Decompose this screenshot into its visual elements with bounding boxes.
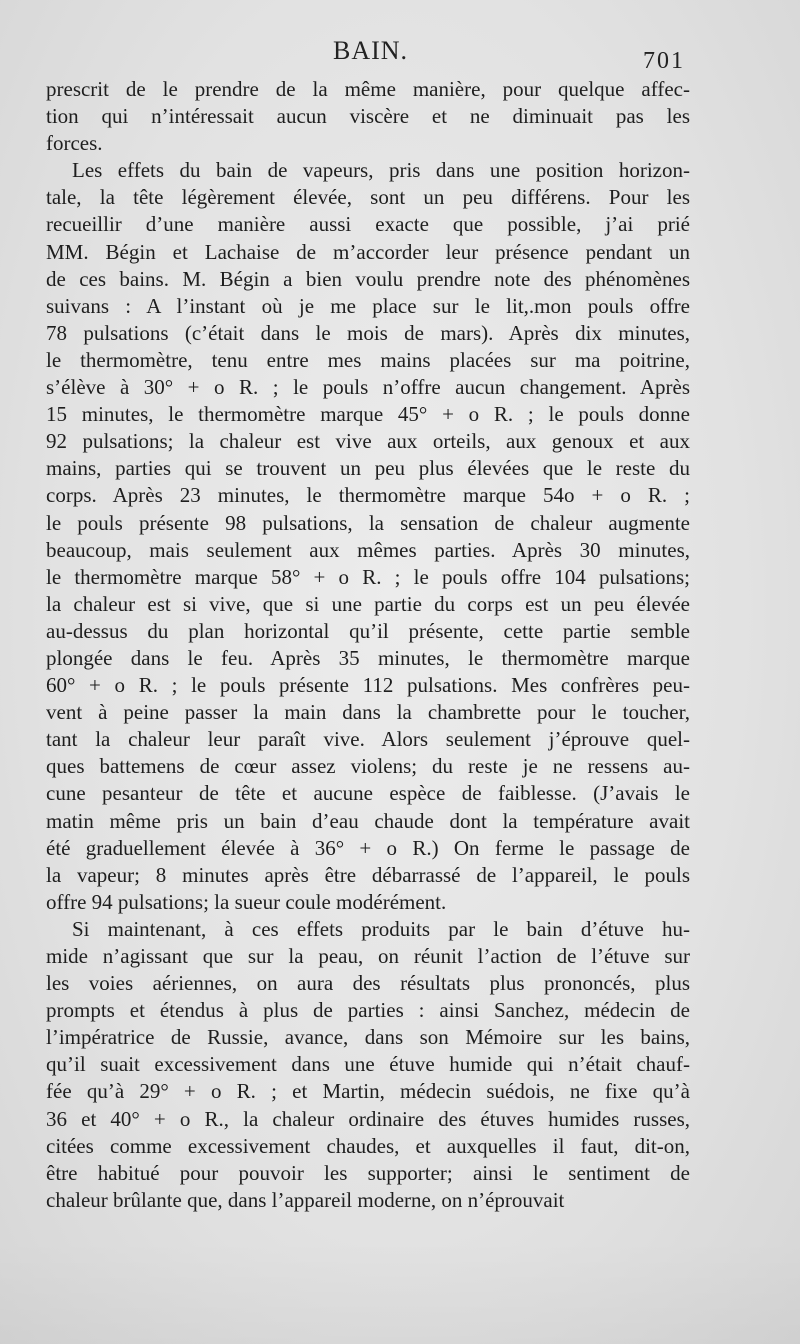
text-line: corps. Après 23 minutes, le thermomètre marque 54o + o R. ; [46, 483, 690, 508]
text-line: 15 minutes, le thermomètre marque 45° + o R. ; le pouls donne [46, 402, 690, 427]
text-line: les voies aériennes, on aura des résultats plus prononcés, plus [46, 971, 690, 996]
text-line: recueillir d’une manière aussi exacte que possible, j’ai prié [46, 212, 690, 237]
text-line: prompts et étendus à plus de parties : ainsi Sanchez, médecin de [46, 998, 690, 1023]
text-line: de ces bains. M. Bégin a bien voulu prendre note des phénomènes [46, 266, 690, 291]
text-line: 60° + o R. ; le pouls présente 112 pulsations. Mes confrères peu- [46, 673, 690, 698]
text-line: beaucoup, mais seulement aux mêmes parties. Après 30 minutes, [46, 537, 690, 562]
page-number: 701 [643, 48, 685, 74]
text-line: être habitué pour pouvoir les supporter; ainsi le sentiment de [46, 1160, 690, 1185]
text-line: s’élève à 30° + o R. ; le pouls n’offre aucun changement. Après [46, 375, 690, 400]
text-line: forces. [46, 131, 103, 156]
body-text [46, 76, 690, 1214]
text-line: Les effets du bain de vapeurs, pris dans une position horizon- [72, 158, 690, 183]
text-line: prescrit de le prendre de la même manière, pour quelque affec- [46, 77, 690, 101]
text-line: 78 pulsations (c’était dans le mois de mars). Après dix minutes, [46, 320, 690, 345]
text-line: été graduellement élevée à 36° + o R.) On ferme le passage de [46, 835, 690, 860]
text-line: 92 pulsations; la chaleur est vive aux orteils, aux genoux et aux [46, 429, 690, 454]
paragraph [46, 916, 690, 1214]
running-head-title: BAIN. [333, 36, 409, 65]
text-line: le pouls présente 98 pulsations, la sensation de chaleur augmente [46, 510, 690, 535]
running-head [0, 36, 800, 74]
text-line: citées comme excessivement chaudes, et auxquelles il faut, dit-on, [46, 1133, 690, 1158]
text-line: vent à peine passer la main dans la chambrette pour le toucher, [46, 700, 690, 725]
text-line: l’impératrice de Russie, avance, dans son Mémoire sur les bains, [46, 1025, 690, 1050]
text-line: mains, parties qui se trouvent un peu plus élevées que le reste du [46, 456, 690, 481]
text-line: cune pesanteur de tête et aucune espèce de faiblesse. (J’avais le [46, 781, 690, 806]
text-line: offre 94 pulsations; la sueur coule modérément. [46, 889, 447, 914]
text-line: Si maintenant, à ces effets produits par le bain d’étuve hu- [72, 916, 690, 941]
text-line: la vapeur; 8 minutes après être débarrassé de l’appareil, le pouls [46, 862, 690, 887]
text-line: tant la chaleur leur paraît vive. Alors seulement j’éprouve quel- [46, 727, 690, 752]
text-line: mide n’agissant que sur la peau, on réunit l’action de l’étuve sur [46, 944, 690, 968]
text-line: fée qu’à 29° + o R. ; et Martin, médecin suédois, ne fixe qu’à [46, 1079, 690, 1104]
text-line: ques battemens de cœur assez violens; du reste je ne ressens au- [46, 754, 690, 779]
paragraph [46, 157, 690, 916]
text-line: tion qui n’intéressait aucun viscère et ne diminuait pas les [46, 104, 690, 129]
text-line: matin même pris un bain d’eau chaude dont la température avait [46, 808, 690, 833]
text-line: 36 et 40° + o R., la chaleur ordinaire des étuves humides russes, [46, 1106, 690, 1131]
text-line: tale, la tête légèrement élevée, sont un peu différens. Pour les [46, 185, 690, 210]
text-line: le thermomètre, tenu entre mes mains placées sur ma poitrine, [46, 347, 690, 372]
text-line: MM. Bégin et Lachaise de m’accorder leur présence pendant un [46, 239, 690, 264]
text-line: la chaleur est si vive, que si une partie du corps est un peu élevée [46, 591, 690, 616]
text-line: plongée dans le feu. Après 35 minutes, le thermomètre marque [46, 645, 690, 670]
text-line: qu’il suait excessivement dans une étuve humide qui n’était chauf- [46, 1052, 690, 1077]
page-shadow [0, 1240, 800, 1344]
text-line: suivans : A l’instant où je me place sur le lit,.mon pouls offre [46, 293, 690, 318]
text-line: le thermomètre marque 58° + o R. ; le pouls offre 104 pulsations; [46, 564, 690, 589]
paragraph [46, 76, 690, 157]
text-line: chaleur brûlante que, dans l’appareil moderne, on n’éprouvait [46, 1187, 565, 1212]
text-line: au-dessus du plan horizontal qu’il présente, cette partie semble [46, 618, 690, 643]
